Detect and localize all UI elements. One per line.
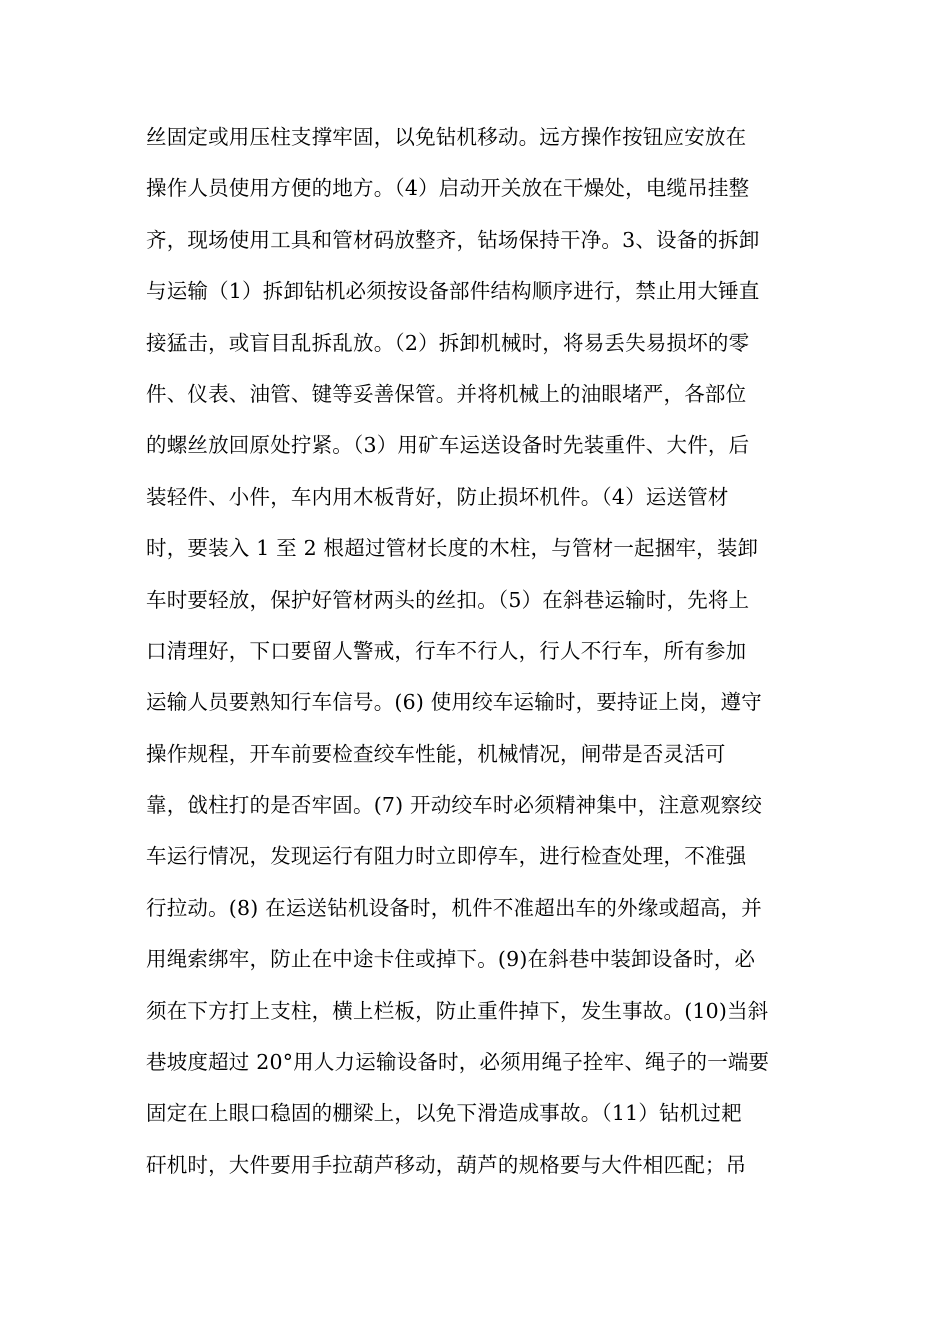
text-line-3: 齐，现场使用工具和管材码放整齐，钻场保持干净。3、设备的拆卸 bbox=[146, 227, 760, 252]
text-line-20: 固定在上眼口稳固的棚梁上，以免下滑造成事故。（11）钻机过耙 bbox=[146, 1101, 742, 1126]
text-line-10: 车时要轻放，保护好管材两头的丝扣。（5）在斜巷运输时，先将上 bbox=[146, 587, 750, 612]
body-text bbox=[146, 117, 816, 1196]
text-line-4: 与运输（1）拆卸钻机必须按设备部件结构顺序进行，禁止用大锤直 bbox=[146, 279, 760, 304]
text-line-8: 装轻件、小件，车内用木板背好，防止损坏机件。（4）运送管材 bbox=[146, 484, 729, 509]
text-line-11: 口清理好，下口要留人警戒，行车不行人，行人不行车，所有参加 bbox=[146, 638, 747, 663]
text-line-6: 件、仪表、油管、键等妥善保管。并将机械上的油眼堵严，各部位 bbox=[146, 381, 747, 406]
text-line-19: 巷坡度超过 20°用人力运输设备时，必须用绳子拴牢、绳子的一端要 bbox=[146, 1050, 770, 1075]
text-line-14: 靠，戗柱打的是否牢固。(7) 开动绞车时必须精神集中，注意观察绞 bbox=[146, 793, 762, 818]
text-line-5: 接猛击，或盲目乱拆乱放。（2）拆卸机械时，将易丢失易损坏的零 bbox=[146, 330, 750, 355]
text-line-1: 丝固定或用压柱支撑牢固，以免钻机移动。远方操作按钮应安放在 bbox=[146, 125, 747, 149]
text-line-13: 操作规程，开车前要检查绞车性能，机械情况，闸带是否灵活可 bbox=[146, 741, 726, 766]
text-line-18: 须在下方打上支柱，横上栏板，防止重件掉下，发生事故。(10)当斜 bbox=[146, 998, 769, 1023]
text-line-12: 运输人员要熟知行车信号。(6) 使用绞车运输时，要持证上岗，遵守 bbox=[146, 690, 762, 715]
text-line-16: 行拉动。(8) 在运送钻机设备时，机件不准超出车的外缘或超高，并 bbox=[146, 895, 762, 920]
text-line-17: 用绳索绑牢，防止在中途卡住或掉下。(9)在斜巷中装卸设备时，必 bbox=[146, 947, 756, 972]
text-line-7: 的螺丝放回原处拧紧。（3）用矿车运送设备时先装重件、大件，后 bbox=[146, 433, 750, 458]
text-line-9: 时，要装入 1 至 2 根超过管材长度的木柱，与管材一起捆牢，装卸 bbox=[146, 536, 759, 561]
text-line-15: 车运行情况，发现运行有阻力时立即停车，进行检查处理，不准强 bbox=[146, 844, 747, 869]
text-line-2: 操作人员使用方便的地方。（4）启动开关放在干燥处，电缆吊挂整 bbox=[146, 176, 750, 201]
text-line-21: 矸机时，大件要用手拉葫芦移动，葫芦的规格要与大件相匹配；吊 bbox=[146, 1152, 747, 1177]
